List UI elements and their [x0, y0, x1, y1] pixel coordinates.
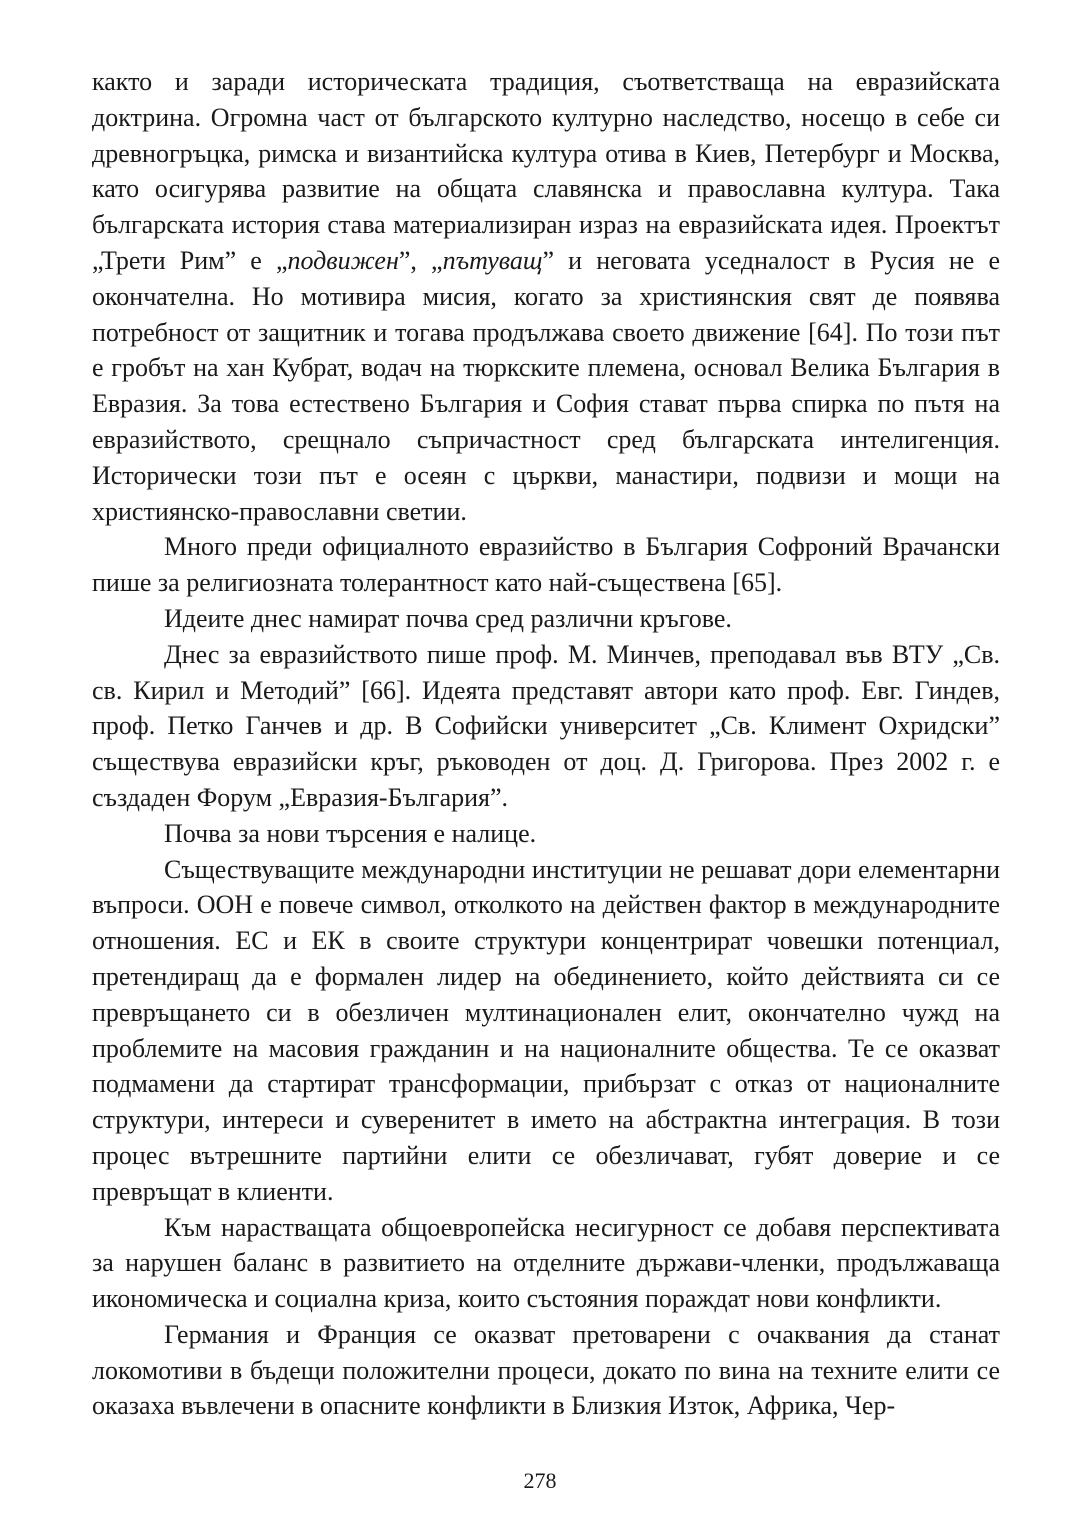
italic-text: пътуващ [442, 245, 543, 275]
text-segment: Към нарастващата общоевропейска несигурност се добавя перспективата за нарушен баланс в развитието на отделните държави-членки, продължаваща икономическа и социална криза, които състояния пораждат нови конфликти. [92, 1212, 1000, 1314]
italic-text: подвижен [287, 245, 399, 275]
text-segment: Германия и Франция се оказват претоварени с очаквания да станат локомотиви в бъдещи положителни процеси, докато по вина на техните елити се оказаха въвлечени в опасните конфликти в Близкия Изток, Африка, Чер- [92, 1319, 1000, 1421]
text-segment: Днес за евразийството пише проф. М. Минчев, преподавал във ВТУ „Св. св. Кирил и Методий” [66]. Идеята представят автори като проф. Евг. Гиндев, проф. Петко Ганчев и др. В Софийски университет „Св. Климент Охридски” съществува евразийски кръг, ръководен от доц. Д. Григорова. През 2002 г. е създаден Форум „Евразия-България”. [92, 639, 1000, 812]
paragraph [92, 64, 1000, 529]
paragraph [92, 816, 1000, 852]
text-segment: Идеите днес намират почва сред различни кръгове. [164, 603, 732, 633]
text-segment: ”, „ [398, 245, 443, 275]
paragraph [92, 1317, 1000, 1424]
text-segment: Съществуващите международни институции не решават дори елементарни въпроси. ООН е повече символ, отколкото на действен фактор в международните отношения. ЕС и ЕК в своите структури концентрират човешки потенциал, претендиращ да е формален лидер на обединението, който действията си се превръщането си в обезличен мултинационален елит, окончателно чужд на проблемите на масовия гражданин и на националните общества. Те се оказват подмамени да стартират трансформации, прибързат с отказ от националните структури, интереси и суверенитет в името на абстрактна интеграция. В този процес вътрешните партийни елити се обезличават, губят доверие и се превръщат в клиенти. [92, 854, 1000, 1206]
text-segment: ” и неговата уседналост в Русия не е окончателна. Но мотивира мисия, когато за християнския свят де появява потребност от защитник и тогава продължава своето движение [64]. По този път е гробът на хан Кубрат, водач на тюркските племена, основал Велика България в Евразия. За това естествено България и София стават първа спирка по пътя на евразийството, срещнало съпричастност сред българската интелигенция. Исторически този път е осеян с църкви, манастири, подвизи и мощи на християнско-православни светии. [92, 245, 1000, 526]
body-text [92, 64, 1000, 1424]
paragraph [92, 529, 1000, 601]
paragraph [92, 637, 1000, 816]
paragraph [92, 852, 1000, 1210]
paragraph [92, 1210, 1000, 1317]
text-segment: Много преди официалното евразийство в България Софроний Врачански пише за религиозната толерантност като най-съществена [65]. [92, 532, 1000, 598]
paragraph [92, 601, 1000, 637]
text-segment: Почва за нови търсения е налице. [164, 818, 537, 848]
page-number: 278 [523, 1468, 557, 1493]
text-segment: както и заради историческата традиция, съответстваща на евразийската доктрина. Огромна част от българското културно наследство, носещо в себе си древногръцка, римска и византийска култура отива в Киев, Петербург и Москва, като осигурява развитие на общата славянска и православна култура. Така българската история става материализиран израз на евразийската идея. Проектът „Трети Рим” е „ [92, 67, 1000, 275]
